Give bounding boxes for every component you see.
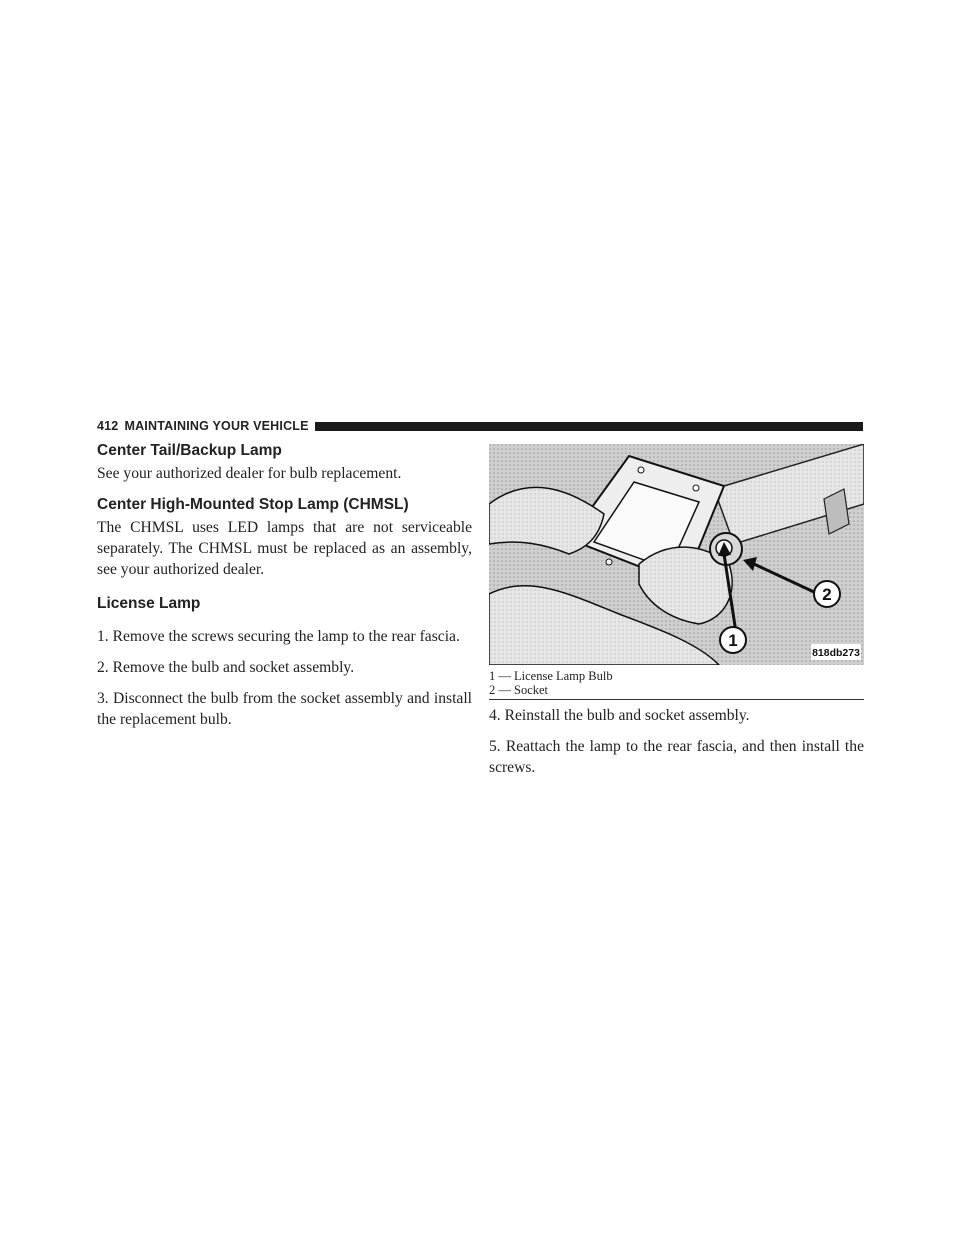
paragraph-center-tail-lamp: See your authorized dealer for bulb replacement. [97, 465, 402, 482]
caption-line-2: 2 — Socket [489, 683, 549, 697]
step-2: 2. Remove the bulb and socket assembly. [97, 659, 355, 676]
figure-caption [489, 669, 864, 700]
callout-1: 1 [728, 631, 738, 650]
page-header [97, 418, 863, 434]
figure-code: 818db273 [812, 647, 860, 659]
step-1: 1. Remove the screws securing the lamp to the rear fascia. [97, 628, 460, 645]
page-number: 412 [97, 419, 119, 433]
caption-line-1: 1 — License Lamp Bulb [489, 669, 613, 683]
header-rule [315, 422, 863, 431]
section-title: MAINTAINING YOUR VEHICLE [124, 419, 309, 433]
step-4: 4. Reinstall the bulb and socket assembly. [489, 707, 750, 724]
heading-center-tail-lamp: Center Tail/Backup Lamp [97, 442, 282, 459]
right-column [489, 705, 864, 778]
heading-license-lamp: License Lamp [97, 595, 201, 612]
callout-2: 2 [822, 585, 832, 604]
heading-chmsl: Center High-Mounted Stop Lamp (CHMSL) [97, 496, 409, 513]
paragraph-chmsl: The CHMSL uses LED lamps that are not serviceable separately. The CHMSL must be replaced as an assembly, see your authorized dealer. [97, 519, 472, 578]
step-5: 5. Reattach the lamp to the rear fascia, and then install the screws. [489, 738, 864, 776]
license-lamp-illustration [489, 444, 864, 665]
left-column [97, 441, 472, 730]
step-3: 3. Disconnect the bulb from the socket assembly and install the replacement bulb. [97, 690, 472, 728]
